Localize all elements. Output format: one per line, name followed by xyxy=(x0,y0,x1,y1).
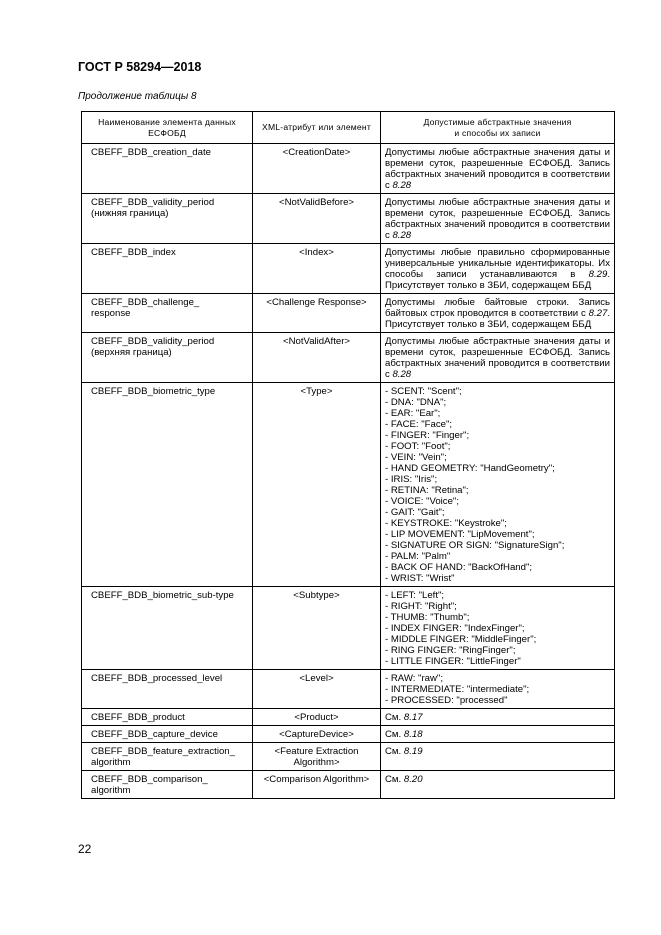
value-text: См. xyxy=(385,729,404,740)
document-header: ГОСТ Р 58294—2018 xyxy=(78,60,202,74)
element-name-line: CBEFF_BDB_creation_date xyxy=(91,147,211,158)
cell-element-name xyxy=(82,244,253,294)
section-ref: 8.18 xyxy=(403,729,423,740)
value-list-item: - DNA: "DNA"; xyxy=(385,397,447,408)
value-list-item: - INTERMEDIATE: "intermediate"; xyxy=(385,684,530,695)
element-name-line: (верхняя граница) xyxy=(91,347,172,358)
xml-line: <Subtype> xyxy=(293,590,340,601)
table-header-row xyxy=(82,112,615,144)
section-ref: 8.29 xyxy=(588,269,608,280)
column-header-values: Допустимые абстрактные значения и способы их записи xyxy=(381,112,615,144)
cell-element-name xyxy=(82,333,253,383)
element-name-line: CBEFF_BDB_biometric_type xyxy=(91,386,216,397)
element-name-line: CBEFF_BDB_feature_extraction_ xyxy=(91,746,235,757)
data-table xyxy=(81,111,615,799)
cell-values xyxy=(381,771,615,799)
cell-values xyxy=(381,294,615,333)
section-ref: 8.28 xyxy=(392,230,412,241)
cell-values xyxy=(381,743,615,771)
table-row xyxy=(82,333,615,383)
cell-values xyxy=(381,244,615,294)
section-ref: 8.28 xyxy=(392,180,412,191)
element-name-line: CBEFF_BDB_challenge_ xyxy=(91,297,200,308)
table-row xyxy=(82,144,615,194)
value-list-item: - GAIT: "Gait"; xyxy=(385,507,445,518)
cell-element-name xyxy=(82,294,253,333)
value-text: См. xyxy=(385,746,404,757)
table-row xyxy=(82,743,615,771)
table-row xyxy=(82,383,615,587)
xml-line: <Level> xyxy=(299,673,334,684)
cell-values xyxy=(381,670,615,709)
element-name-line: algorithm xyxy=(91,757,131,768)
cell-values xyxy=(381,144,615,194)
cell-xml xyxy=(253,771,381,799)
table-row xyxy=(82,587,615,670)
cell-element-name xyxy=(82,144,253,194)
value-text: . Присутствует только в ЗБИ, содержащем ББД xyxy=(385,308,610,330)
value-list-item: - FINGER: "Finger"; xyxy=(385,430,470,441)
element-name-line: CBEFF_BDB_capture_device xyxy=(91,729,218,740)
section-ref: 8.27 xyxy=(588,308,608,319)
xml-line: <Product> xyxy=(294,712,339,723)
value-list-item: - RAW: "raw"; xyxy=(385,673,443,684)
xml-line: <Feature Extraction xyxy=(274,746,359,757)
value-list-item: - LITTLE FINGER: "LittleFinger" xyxy=(385,656,521,667)
xml-line: <Comparison Algorithm> xyxy=(263,774,370,785)
value-list-item: - BACK OF HAND: "BackOfHand"; xyxy=(385,562,533,573)
table-row xyxy=(82,771,615,799)
value-text: См. xyxy=(385,712,404,723)
element-name-line: CBEFF_BDB_validity_period xyxy=(91,336,215,347)
xml-line: <Challenge Response> xyxy=(266,297,367,308)
cell-xml xyxy=(253,383,381,587)
cell-xml xyxy=(253,709,381,726)
value-list-item: - VEIN: "Vein"; xyxy=(385,452,447,463)
cell-values xyxy=(381,383,615,587)
cell-element-name xyxy=(82,587,253,670)
cell-xml xyxy=(253,294,381,333)
table-row xyxy=(82,194,615,244)
xml-line: <NotValidAfter> xyxy=(282,336,350,347)
table-row xyxy=(82,294,615,333)
section-ref: 8.28 xyxy=(392,369,412,380)
element-name-line: CBEFF_BDB_index xyxy=(91,247,176,258)
value-text: . Присутствует только в ЗБИ, содержащем ББД xyxy=(385,269,610,291)
xml-line: <Type> xyxy=(300,386,333,397)
cell-values xyxy=(381,709,615,726)
element-name-line: CBEFF_BDB_comparison_ xyxy=(91,774,208,785)
element-name-line: response xyxy=(91,308,131,319)
value-list-item: - PROCESSED: "processed" xyxy=(385,695,508,706)
table-caption: Продолжение таблицы 8 xyxy=(78,91,197,102)
element-name-line: algorithm xyxy=(91,785,131,796)
cell-element-name xyxy=(82,670,253,709)
value-list-item: - RING FINGER: "RingFinger"; xyxy=(385,645,516,656)
cell-element-name xyxy=(82,743,253,771)
cell-xml xyxy=(253,144,381,194)
value-list-item: - FOOT: "Foot"; xyxy=(385,441,451,452)
element-name-line: CBEFF_BDB_biometric_sub-type xyxy=(91,590,234,601)
value-list-item: - FACE: "Face"; xyxy=(385,419,453,430)
xml-line: <CaptureDevice> xyxy=(279,729,354,740)
cell-values xyxy=(381,587,615,670)
table-row xyxy=(82,709,615,726)
value-list-item: - WRIST: "Wrist" xyxy=(385,573,455,584)
cell-values xyxy=(381,194,615,244)
element-name-line: CBEFF_BDB_processed_level xyxy=(91,673,223,684)
element-name-line: CBEFF_BDB_product xyxy=(91,712,185,723)
value-list-item: - EAR: "Ear"; xyxy=(385,408,441,419)
xml-line: <CreationDate> xyxy=(282,147,351,158)
value-list-item: - PALM: "Palm" xyxy=(385,551,451,562)
cell-element-name xyxy=(82,709,253,726)
cell-element-name xyxy=(82,726,253,743)
cell-xml xyxy=(253,194,381,244)
cell-element-name xyxy=(82,194,253,244)
element-name-line: (нижняя граница) xyxy=(91,208,169,219)
cell-xml xyxy=(253,726,381,743)
value-list-item: - VOICE: "Voice"; xyxy=(385,496,459,507)
cell-values xyxy=(381,726,615,743)
table-row xyxy=(82,670,615,709)
value-list-item: - LIP MOVEMENT: "LipMovement"; xyxy=(385,529,535,540)
value-list-item: - RETINA: "Retina"; xyxy=(385,485,469,496)
column-header-name: Наименование элемента данных ЕСФОБД xyxy=(82,112,253,144)
cell-xml xyxy=(253,587,381,670)
cell-element-name xyxy=(82,771,253,799)
value-text: Допустимы любые правильно сформированные универсальные уникальные идентификаторы. Их способы записи устанавливаются в xyxy=(385,247,610,280)
value-text: Допустимы любые абстрактные значения даты и времени суток, разрешенные ЕСФОБД. Запись абстрактных значений проводится в соответствии с xyxy=(385,147,610,191)
element-name-line: CBEFF_BDB_validity_period xyxy=(91,197,215,208)
cell-values xyxy=(381,333,615,383)
value-list-item: - SCENT: "Scent"; xyxy=(385,386,462,397)
value-list-item: - IRIS: "Iris"; xyxy=(385,474,438,485)
value-text: Допустимы любые байтовые строки. Запись байтовых строк проводится в соответствии с xyxy=(385,297,610,319)
section-ref: 8.20 xyxy=(403,774,423,785)
value-list-item: - HAND GEOMETRY: "HandGeometry"; xyxy=(385,463,555,474)
table-row xyxy=(82,244,615,294)
column-header-xml: XML-атрибут или элемент xyxy=(253,112,381,144)
value-text: Допустимы любые абстрактные значения даты и времени суток, разрешенные ЕСФОБД. Запись абстрактных значений проводится в соответствии с xyxy=(385,197,610,241)
value-list-item: - SIGNATURE OR SIGN: "SignatureSign"; xyxy=(385,540,565,551)
page-number: 22 xyxy=(78,842,92,856)
value-text: Допустимы любые абстрактные значения даты и времени суток, разрешенные ЕСФОБД. Запись абстрактных значений проводится в соответствии с xyxy=(385,336,610,380)
xml-line: <NotValidBefore> xyxy=(278,197,355,208)
xml-line: <Index> xyxy=(299,247,334,258)
table-row xyxy=(82,726,615,743)
value-list-item: - MIDDLE FINGER: "MiddleFinger"; xyxy=(385,634,537,645)
value-list-item: - RIGHT: "Right"; xyxy=(385,601,457,612)
value-list-item: - KEYSTROKE: "Keystroke"; xyxy=(385,518,507,529)
xml-line: Algorithm> xyxy=(293,757,340,768)
section-ref: 8.19 xyxy=(403,746,423,757)
cell-xml xyxy=(253,244,381,294)
value-text: См. xyxy=(385,774,404,785)
cell-element-name xyxy=(82,383,253,587)
cell-xml xyxy=(253,333,381,383)
value-list-item: - THUMB: "Thumb"; xyxy=(385,612,470,623)
cell-xml xyxy=(253,670,381,709)
value-list-item: - LEFT: "Left"; xyxy=(385,590,445,601)
value-list-item: - INDEX FINGER: "IndexFinger"; xyxy=(385,623,525,634)
cell-xml xyxy=(253,743,381,771)
section-ref: 8.17 xyxy=(403,712,423,723)
